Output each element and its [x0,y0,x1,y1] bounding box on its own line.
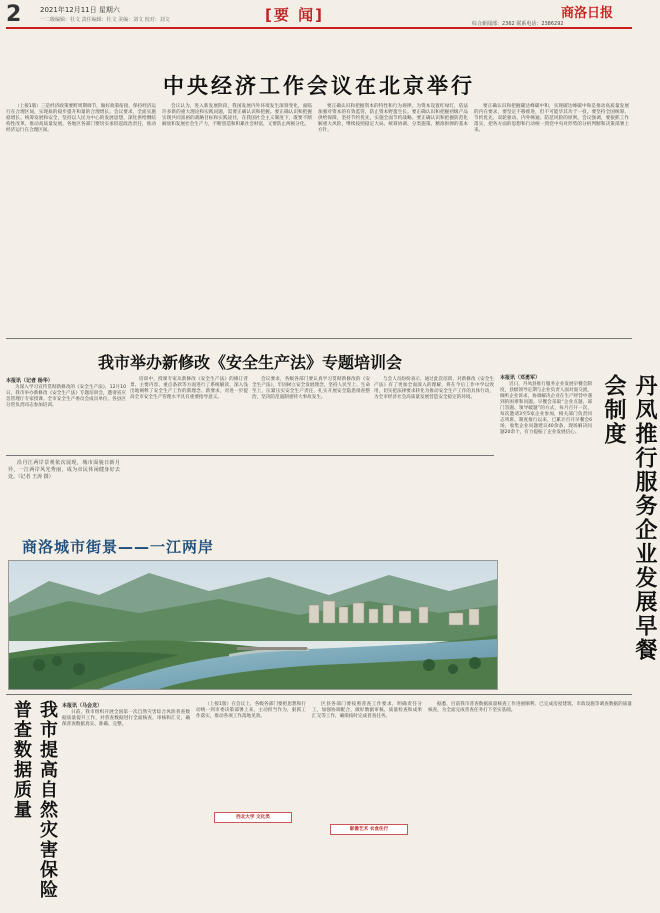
photo-feature-title: 商洛城市街景——一江两岸 [22,538,215,556]
article2-byline: 本报讯（记者 杨华） [6,378,53,384]
article3-byline: 本报讯（邓勇军） [500,375,541,381]
page-number: 2 [6,2,22,27]
article1-column-2: 会议认为，进入新发展阶段，我国发展内外环境发生深刻变化，面临许多新的重大理论和实践问题，需要正确认识和把握。要正确认识和把握实现共同富裕的战略目标和实践途径，在我国社会主义制度下，既要不断解放和发展社会生产力，不断创造和积累社会财富，又要防止两极分化。 [162,104,312,127]
editor-contact: 综合新闻部：2362 联系电话：2386292 [472,21,564,27]
article4-title: 我市提高自然灾害保险普查数据质量 [11,700,58,900]
city-landscape-image [9,561,497,689]
article4-column-4: 据悉，目前我市普查数据质量核查工作进展顺利，已完成房屋建筑、市政设施等调查数据的质量核查，为全面完成普查任务打下坚实基础。 [428,702,632,713]
article3-title: 丹凤推行服务企业发展早餐会制度 [601,374,657,662]
article4-byline: 本报讯（马会龙） [62,703,103,709]
article4-column-1: 日前，我市组织开展全国第一次自然灾害综合风险普查数据质量提升工作，对普查数据进行全面核查、审核和汇交，确保普查数据真实、准确、完整。 [62,710,190,727]
article2-column-4: 与会人员纷纷表示，通过此次培训，对新修改《安全生产法》有了更加全面深入的理解，将在今后工作中学以致用，切实把法律要求转化为推动安全生产工作的具体行动，为全市经济社会高质量发展营造安全稳定的环境。 [374,377,494,400]
article2-column-1: 为深入学习宣传贯彻新修改的《安全生产法》，12月10日，我市举办新修改《安全生产法》专题培训会，邀请省应急管理厅专家授课。全市安全生产委员会成员单位、各县区分管负责同志参加培训。 [6,385,126,408]
article1-headline: 中央经济工作会议在北京举行 [163,74,475,98]
article4-column-3: 区县各部门要按照普查工作要求，明确责任分工，加强协调配合，做好数据审核、质量检查和成果汇交等工作，确保按时完成普查任务。 [312,702,422,719]
section-title: [要 闻] [265,6,324,24]
article1-column-3: 要正确认识和把握资本的特性和行为规律，为资本设置红绿灯，依法加强对资本的有效监管，防止资本野蛮生长。要正确认识和把握初级产品供给保障，坚持节约优先，实施全面节约战略。要正确认识和把握防范化解重大风险，继续按照稳定大局、统筹协调、分类施策、精准拆弹的基本方针。 [318,104,468,133]
city-landscape-photo [8,560,498,690]
sub-banner-right: 影像艺术 衣食住行 [330,824,408,835]
photo-divider [6,694,632,695]
article1-divider [6,338,632,339]
header-divider [6,27,632,29]
sub-banner-left: 西北大学 文化类 [214,812,292,823]
article3-body: 近日，丹凤县推行服务企业发展早餐会制度，县级领导定期与企业负责人面对面交流，倾听企业诉求，协调解决企业在生产经营中遇到的困难和问题。早餐会采取“企业点题、部门答题、领导破题”的方式，每月召开一次，每次邀请3至5家企业参加，相关部门负责同志列席。制度推行以来，已累计召开早餐会6场，收集企业问题建议40余条，现场解决问题20余个，有力提振了企业发展信心。 [500,382,592,435]
issue-date: 2021年12月11日 星期六 [40,6,120,14]
article1-column-1: （上接1版）三是经济政策要跨周期调节，做好政策衔接，保持经济运行在合理区间，实现质的稳步提升和量的合理增长。会议要求，全面实施稳增长、统筹发展和安全，坚持以人民为中心的发展思想，深化供给侧结构性改革，推动高质量发展。各地区各部门要切实承担起政治责任，推动经济运行在合理区间。 [6,104,156,133]
editor-line: 一二级编辑：杜文 责任编辑：杜文 美编：刘文 校对：刘文 [40,17,170,23]
article2-divider [6,455,494,456]
article1-column-4: 要正确认识和把握碳达峰碳中和，实现碳达峰碳中和是推动高质量发展的内在要求，要坚定不移推进，但不可能毕其功于一役。要坚持全国统筹、节约优先、双轮驱动、内外畅通、防范风险的原则。会议强调，要狠抓工作落实，把各方面的思想和行动统一到党中央对形势的分析判断和决策部署上来。 [474,104,629,133]
photo-caption: 沿丹江两岸景观依次展现，城市面貌日新月异，一江两岸风光秀丽，成为市民休闲健身好去处。（记者 王涛 摄） [8,460,120,480]
newspaper-logo: 商洛日报 [561,6,614,21]
article2-column-3: 会议要求，各级各部门要认真学习贯彻新修改的《安全生产法》，牢固树立安全发展理念，坚持人民至上、生命至上，压紧压实安全生产责任，扎实开展安全隐患排查整治，坚决防范遏制重特大事故发生。 [252,377,370,400]
article2-column-2: 培训中，授课专家从新修改《安全生产法》的修订背景、主要内容、重点条款等方面进行了系统解读，深入浅出地阐释了安全生产工作的新理念、新要求，对进一步提高全市安全生产管理水平具有重要指导意义。 [130,377,248,400]
article4-column-2: （上接1版）在会议上，各级各部门要把思想和行动统一到市委决策部署上来，主动担当作为，狠抓工作落实，推动各项工作落地见效。 [196,702,306,719]
article2-headline: 我市举办新修改《安全生产法》专题培训会 [97,353,402,372]
